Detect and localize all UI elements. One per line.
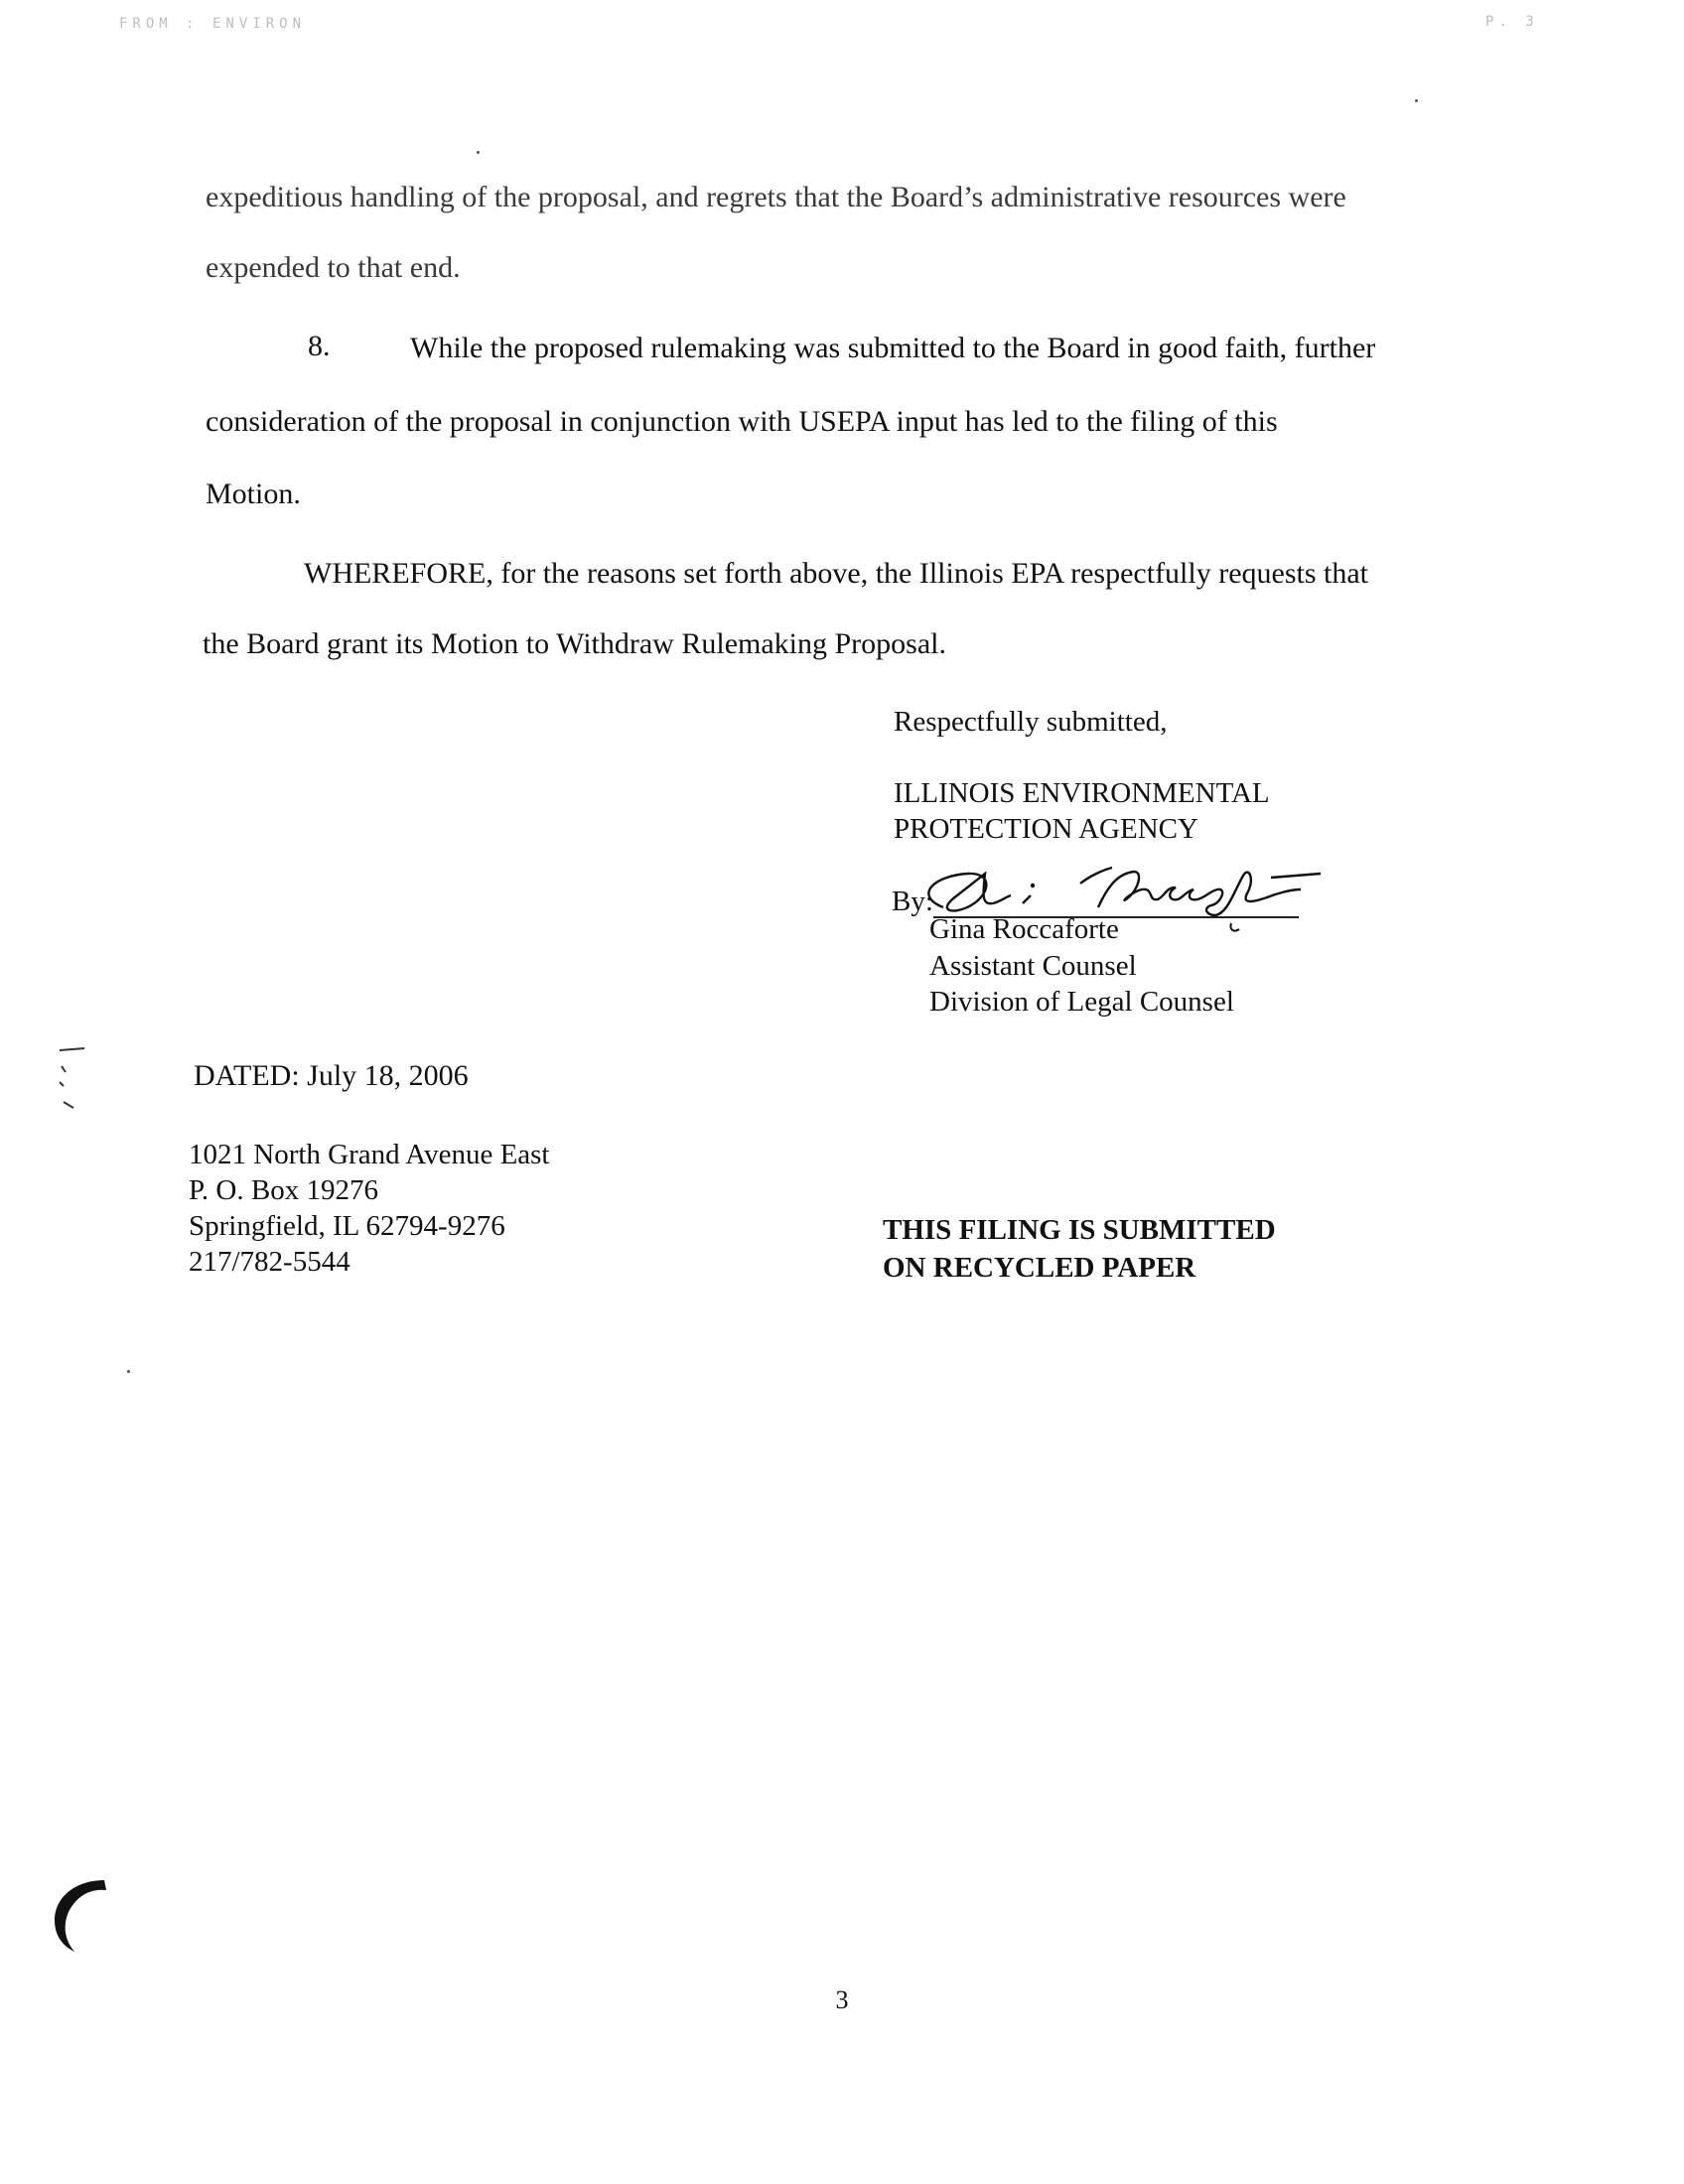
agency-name-line-1: ILLINOIS ENVIRONMENTAL: [894, 777, 1270, 809]
scan-speck: [1415, 99, 1418, 102]
scan-mark-left: [40, 1042, 99, 1112]
signer-title: Assistant Counsel: [929, 950, 1137, 982]
fax-header-right: P. 3: [1485, 14, 1539, 30]
address-po-box: P. O. Box 19276: [189, 1174, 378, 1206]
agency-name-line-2: PROTECTION AGENCY: [894, 813, 1198, 845]
body-line-2: expended to that end.: [206, 251, 461, 284]
address-phone: 217/782-5544: [189, 1246, 351, 1278]
body-line-1: expeditious handling of the proposal, and regrets that the Board’s administrative resources were: [206, 181, 1346, 213]
address-city: Springfield, IL 62794-9276: [189, 1210, 505, 1242]
scan-speck: [127, 1370, 130, 1373]
wherefore-line-1: WHEREFORE, for the reasons set forth above, the Illinois EPA respectfully requests that: [304, 557, 1369, 590]
recycled-notice-line-2: ON RECYCLED PAPER: [883, 1252, 1196, 1284]
address-street: 1021 North Grand Avenue East: [189, 1139, 550, 1170]
paragraph-number: 8.: [308, 330, 331, 362]
fax-header-left: FROM : ENVIRON: [119, 16, 307, 32]
wherefore-line-2: the Board grant its Motion to Withdraw Rulemaking Proposal.: [203, 627, 946, 660]
closing: Respectfully submitted,: [894, 706, 1168, 738]
signer-division: Division of Legal Counsel: [929, 986, 1234, 1018]
by-label: By:: [892, 886, 933, 917]
paragraph-8-line-2: consideration of the proposal in conjunction with USEPA input has led to the filing of this: [206, 405, 1278, 438]
page-number: 3: [835, 1985, 849, 2014]
scan-speck: [477, 151, 480, 154]
recycled-notice-line-1: THIS FILING IS SUBMITTED: [883, 1214, 1276, 1246]
punch-hole-mark: [45, 1874, 114, 1954]
dated-line: DATED: July 18, 2006: [194, 1059, 469, 1092]
paragraph-8-line-1: While the proposed rulemaking was submitted to the Board in good faith, further: [410, 332, 1376, 364]
paragraph-8-line-3: Motion.: [206, 478, 301, 510]
signer-name: Gina Roccaforte: [929, 913, 1119, 945]
